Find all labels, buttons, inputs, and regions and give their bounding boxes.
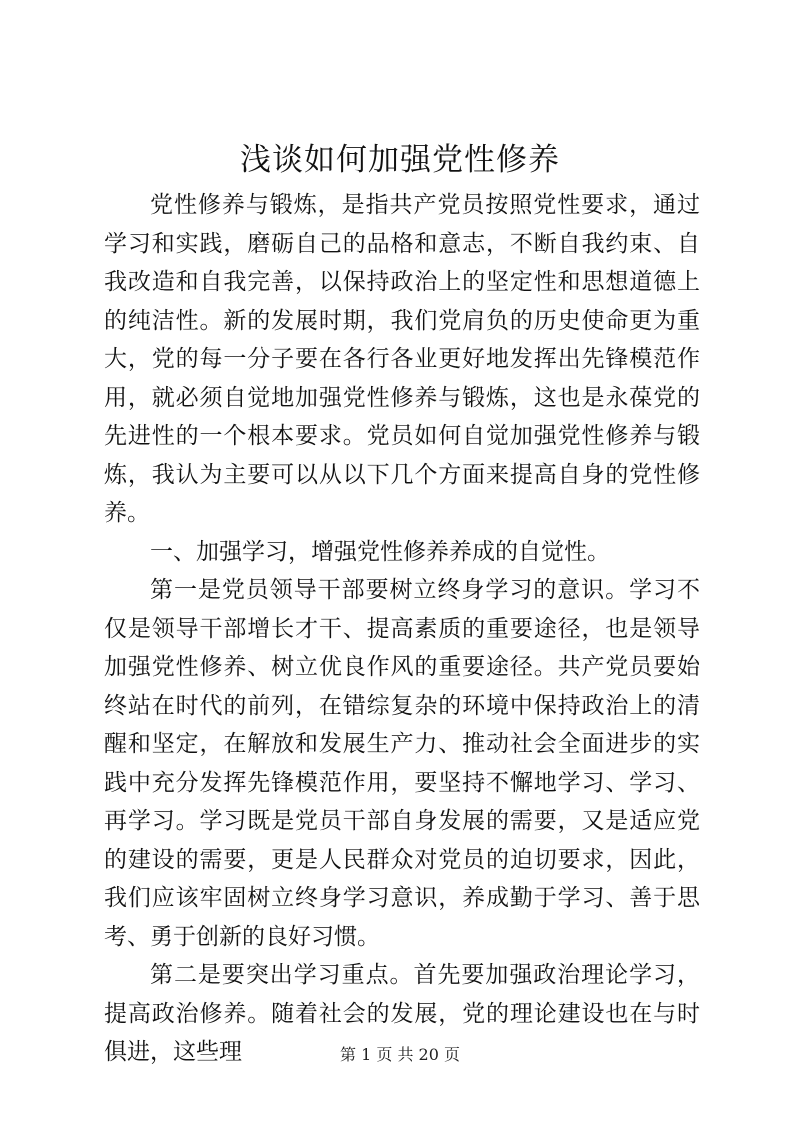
section-heading-1: 一、加强学习，增强党性修养养成的自觉性。 (150, 538, 610, 565)
page-footer: 第 1 页 共 20 页 (340, 1045, 460, 1064)
document-title: 浅谈如何加强党性修养 (240, 142, 560, 178)
paragraph-learning-focus: 第二是要突出学习重点。首先要加强政治理论学习，提高政治修养。随着社会的发展，党的理论建设也在与时俱进，这些理 (104, 962, 700, 1065)
document-body (104, 186, 700, 1072)
paragraph-lifelong-learning: 第一是党员领导干部要树立终身学习的意识。学习不仅是领导干部增长才干、提高素质的重要途径，也是领导加强党性修养、树立优良作风的重要途径。共产党员要始终站在时代的前列，在错综复杂的环境中保持政治上的清醒和坚定，在解放和发展生产力、推动社会全面进步的实践中充分发挥先锋模范作用，要坚持不懈地学习、学习、再学习。学习既是党员干部自身发展的需要，又是适应党的建设的需要，更是人民群众对党员的迫切要求，因此，我们应该牢固树立终身学习意识，养成勤于学习、善于思考、勇于创新的良好习惯。 (104, 577, 700, 950)
paragraph-intro: 党性修养与锻炼，是指共产党员按照党性要求，通过学习和实践，磨砺自己的品格和意志，不断自我约束、自我改造和自我完善，以保持政治上的坚定性和思想道德上的纯洁性。新的发展时期，我们党肩负的历史使命更为重大，党的每一分子要在各行各业更好地发挥出先锋模范作用，就必须自觉地加强党性修养与锻炼，这也是永葆党的先进性的一个根本要求。党员如何自觉加强党性修养与锻炼，我认为主要可以从以下几个方面来提高自身的党性修养。 (104, 192, 700, 526)
